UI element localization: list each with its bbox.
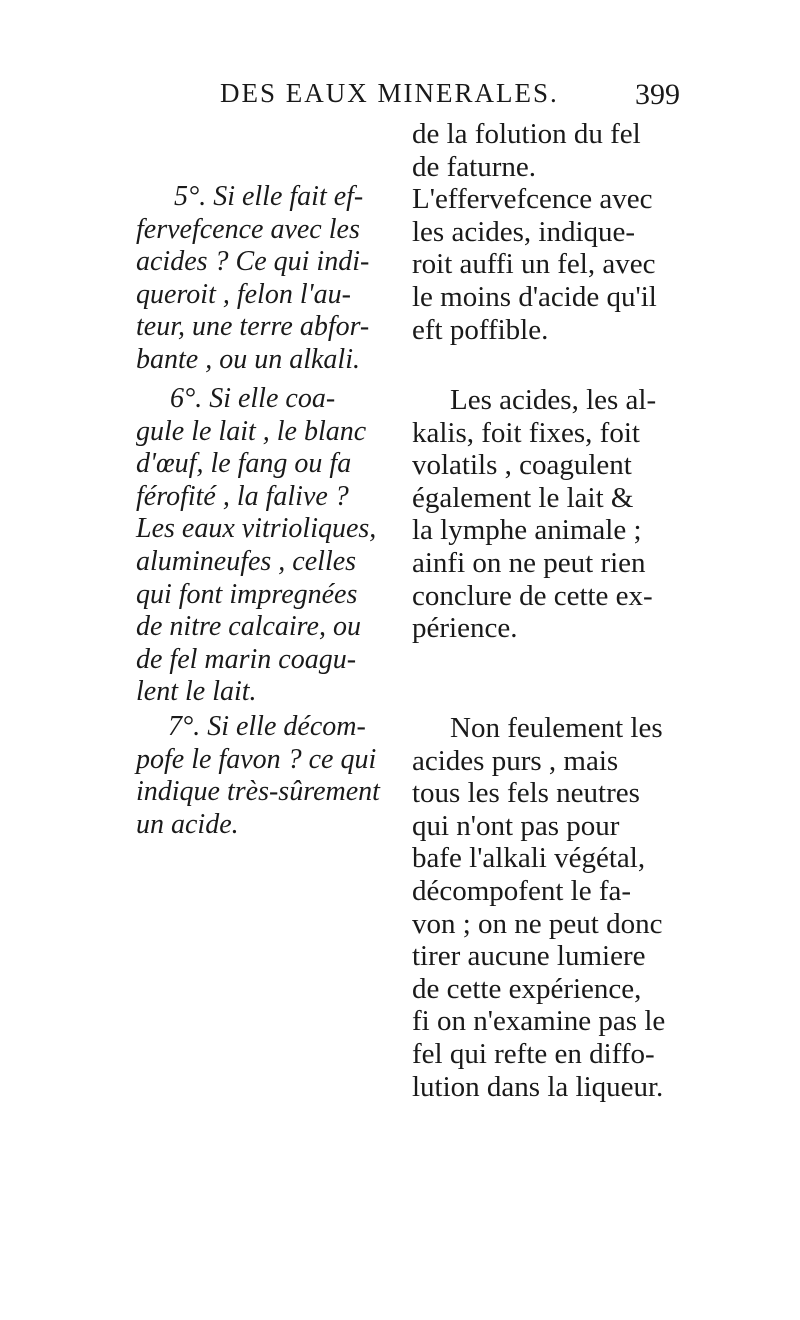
text-line: bafe l'alkali végétal,	[412, 842, 646, 875]
text-line: bante , ou un alkali.	[136, 343, 360, 375]
text-line: lent le lait.	[136, 676, 257, 708]
text-line: périence.	[412, 612, 518, 645]
text-line: roit auffi un fel, avec	[412, 248, 656, 281]
text-line: de nitre calcaire, ou	[136, 611, 361, 643]
text-line: décompofent le fa-	[412, 874, 632, 907]
text-line: Non feulement les	[450, 712, 663, 744]
text-line: ainfi on ne peut rien	[412, 546, 646, 579]
text-line: gule le lait , le blanc	[136, 415, 367, 447]
question-7	[136, 711, 396, 841]
text-line: qui n'ont pas pour	[412, 809, 620, 842]
text-line: les acides, indique-	[412, 215, 636, 248]
text-line: qui font impregnées	[136, 578, 358, 610]
text-line: volatils , coagulent	[412, 449, 632, 482]
text-line: lution dans la liqueur.	[412, 1070, 664, 1103]
text-line: la lymphe animale ;	[412, 514, 642, 547]
answer-6	[412, 384, 674, 645]
text-line: fervefcence avec les	[136, 213, 360, 245]
text-line: de fel marin coagu-	[136, 643, 357, 675]
text-line: Les eaux vitrioliques,	[136, 513, 377, 545]
text-line: férofité , la falive ?	[136, 480, 349, 512]
text-line: eft poffible.	[412, 313, 549, 346]
text-line: fi on n'examine pas le	[412, 1005, 666, 1038]
text-line: tirer aucune lumiere	[412, 940, 646, 973]
text-line: von ; on ne peut donc	[412, 907, 663, 940]
text-line: 6°. Si elle coa-	[170, 383, 336, 414]
text-line: un acide.	[136, 808, 239, 840]
text-line: acides ? Ce qui indi-	[136, 246, 370, 278]
text-line: d'œuf, le fang ou fa	[136, 448, 352, 480]
text-line: conclure de cette ex-	[412, 579, 653, 612]
text-line: teur, une terre abfor-	[136, 311, 370, 343]
answer-7	[412, 712, 674, 1103]
text-line: Les acides, les al-	[450, 384, 657, 416]
text-line: de cette expérience,	[412, 972, 642, 1005]
page-header	[220, 78, 680, 118]
text-line: le moins d'acide qu'il	[412, 280, 657, 313]
text-line: L'effervefcence avec	[412, 183, 653, 216]
text-line: kalis, foit fixes, foit	[412, 416, 640, 449]
text-line: alumineufes , celles	[136, 545, 357, 577]
text-line: de faturne.	[412, 150, 536, 183]
text-line: acides purs , mais	[412, 744, 619, 777]
text-line: indique très-sûrement	[136, 776, 380, 808]
text-line: pofe le favon ? ce qui	[136, 743, 377, 775]
text-line: fel qui refte en diffo-	[412, 1037, 655, 1070]
text-line: également le lait &	[412, 481, 634, 514]
running-title: DES EAUX MINERALES.	[220, 78, 559, 108]
text-line: 7°. Si elle décom-	[168, 711, 366, 742]
text-line: tous les fels neutres	[412, 777, 640, 810]
text-line: de la folution du fel	[412, 118, 641, 150]
text-line: 5°. Si elle fait ef-	[174, 181, 364, 212]
answer-5	[412, 118, 674, 346]
question-5	[136, 181, 396, 377]
question-6	[136, 383, 396, 709]
page-number: 399	[635, 78, 680, 111]
text-line: queroit , felon l'au-	[136, 278, 351, 310]
